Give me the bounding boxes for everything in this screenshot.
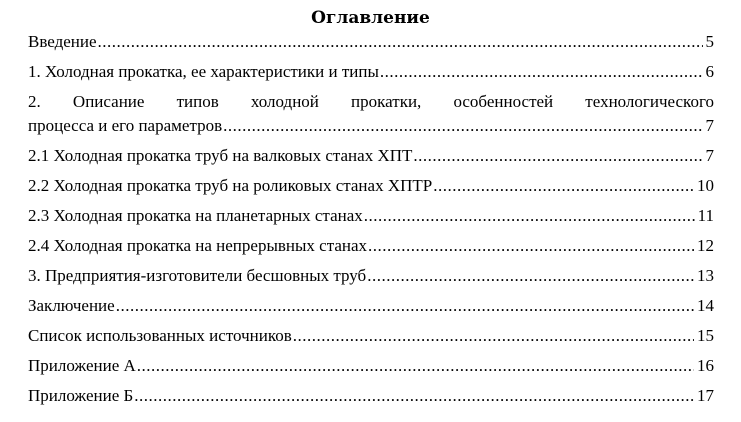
dot-leader xyxy=(134,384,694,408)
toc-entry-section-2-3 xyxy=(28,204,714,228)
toc-entry-label: 3. Предприятия-изготовители бесшовных труб xyxy=(28,266,367,285)
dot-leader xyxy=(380,60,703,84)
toc-entry-page: 14 xyxy=(697,296,714,315)
dot-leader xyxy=(223,114,702,138)
toc-entry-references xyxy=(28,324,714,348)
toc-entry-page: 16 xyxy=(697,356,714,375)
dot-leader xyxy=(98,30,703,54)
toc-entry-label: Введение xyxy=(28,32,97,51)
toc-entry-label-line-1: 2. Описание типов холодной прокатки, особенностей технологического xyxy=(28,92,714,111)
toc-entry-section-2-2 xyxy=(28,174,714,198)
toc-entry-label: 2.1 Холодная прокатка труб на валковых станах ХПТ xyxy=(28,146,413,165)
toc-entry-page: 15 xyxy=(697,326,714,345)
toc-entry-page: 13 xyxy=(697,266,714,285)
toc-entry-page: 10 xyxy=(697,176,714,195)
toc-entry-label: 2.4 Холодная прокатка на непрерывных станах xyxy=(28,236,368,255)
toc-entry-page: 12 xyxy=(697,236,714,255)
dot-leader xyxy=(137,354,694,378)
toc-entry-appendix-a xyxy=(28,354,714,378)
toc-entry-appendix-b xyxy=(28,384,714,408)
dot-leader xyxy=(116,294,694,318)
toc-entry-label: 1. Холодная прокатка, ее характеристики и типы xyxy=(28,62,379,81)
toc-entry-label: Приложение Б xyxy=(28,386,134,405)
dot-leader xyxy=(413,144,702,168)
toc-entry-label: 2.2 Холодная прокатка труб на роликовых станах ХПТР xyxy=(28,176,433,195)
toc-entry-section-2-4 xyxy=(28,234,714,258)
toc-entry-page: 17 xyxy=(697,386,714,405)
toc-entry-chapter-1 xyxy=(28,60,714,84)
toc-entry-label: Заключение xyxy=(28,296,115,315)
toc-entry-page: 7 xyxy=(705,116,714,135)
dot-leader xyxy=(364,204,695,228)
dot-leader xyxy=(433,174,694,198)
toc-entry-conclusion xyxy=(28,294,714,318)
toc-entry-page: 7 xyxy=(705,146,714,165)
toc-entry-section-2-1 xyxy=(28,144,714,168)
toc-entry-chapter-2 xyxy=(28,90,714,138)
dot-leader xyxy=(368,234,694,258)
toc-entry-label-line-2: процесса и его параметров xyxy=(28,116,223,135)
toc-entry-label: 2.3 Холодная прокатка на планетарных станах xyxy=(28,206,363,225)
toc-entry-label: Список использованных источников xyxy=(28,326,292,345)
toc-entry-page: 11 xyxy=(697,206,714,225)
dot-leader xyxy=(293,324,694,348)
toc-entry-chapter-3 xyxy=(28,264,714,288)
dot-leader xyxy=(367,264,694,288)
toc-entry-label: Приложение А xyxy=(28,356,136,375)
toc-entry-page: 5 xyxy=(705,32,714,51)
toc-entry-page: 6 xyxy=(705,62,714,81)
page-title: Оглавление xyxy=(311,8,430,28)
toc-entry-introduction xyxy=(28,30,714,54)
